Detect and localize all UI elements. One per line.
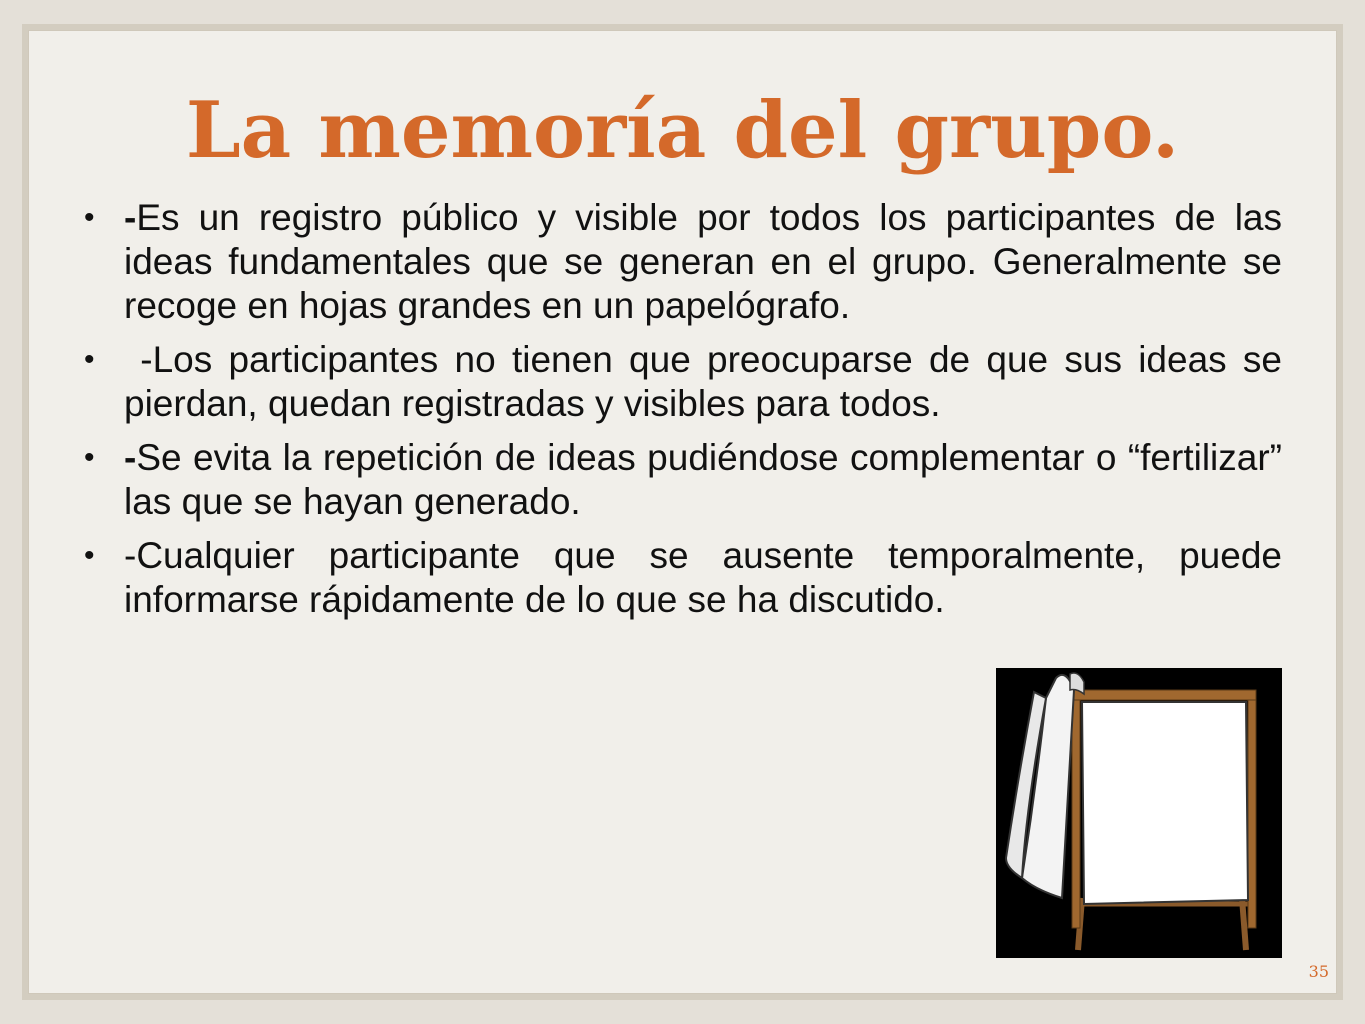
- bullet-dash: -: [124, 437, 137, 478]
- bullet-dash: -: [124, 535, 137, 576]
- bullet-item: [80, 534, 1282, 622]
- bullet-dash: -: [124, 197, 137, 238]
- bullet-dash: -: [124, 339, 153, 380]
- bullet-item: [80, 196, 1282, 328]
- bullet-item: [80, 436, 1282, 524]
- slide-title: La memoría del grupo.: [185, 85, 1180, 176]
- bullet-dot-icon: •: [84, 201, 95, 234]
- bullet-text: Se evita la repetición de ideas pudiéndose complementar o “fertilizar” las que se hayan generado.: [124, 437, 1282, 522]
- flipchart-icon: [996, 668, 1282, 958]
- bullet-dot-icon: •: [84, 539, 95, 572]
- bullet-text: Cualquier participante que se ausente temporalmente, puede informarse rápidamente de lo que se ha discutido.: [124, 535, 1282, 620]
- flipchart-image: [996, 668, 1282, 958]
- bullet-list: [80, 196, 1282, 632]
- bullet-text: Es un registro público y visible por todos los participantes de las ideas fundamentales que se generan en el grupo. Generalmente se recoge en hojas grandes en un papelógrafo.: [124, 197, 1282, 326]
- bullet-text: Los participantes no tienen que preocuparse de que sus ideas se pierdan, quedan registradas y visibles para todos.: [124, 339, 1283, 424]
- page-number: 35: [1308, 962, 1329, 981]
- bullet-dot-icon: •: [84, 343, 95, 376]
- bullet-dot-icon: •: [84, 441, 95, 474]
- bullet-item: [80, 338, 1282, 426]
